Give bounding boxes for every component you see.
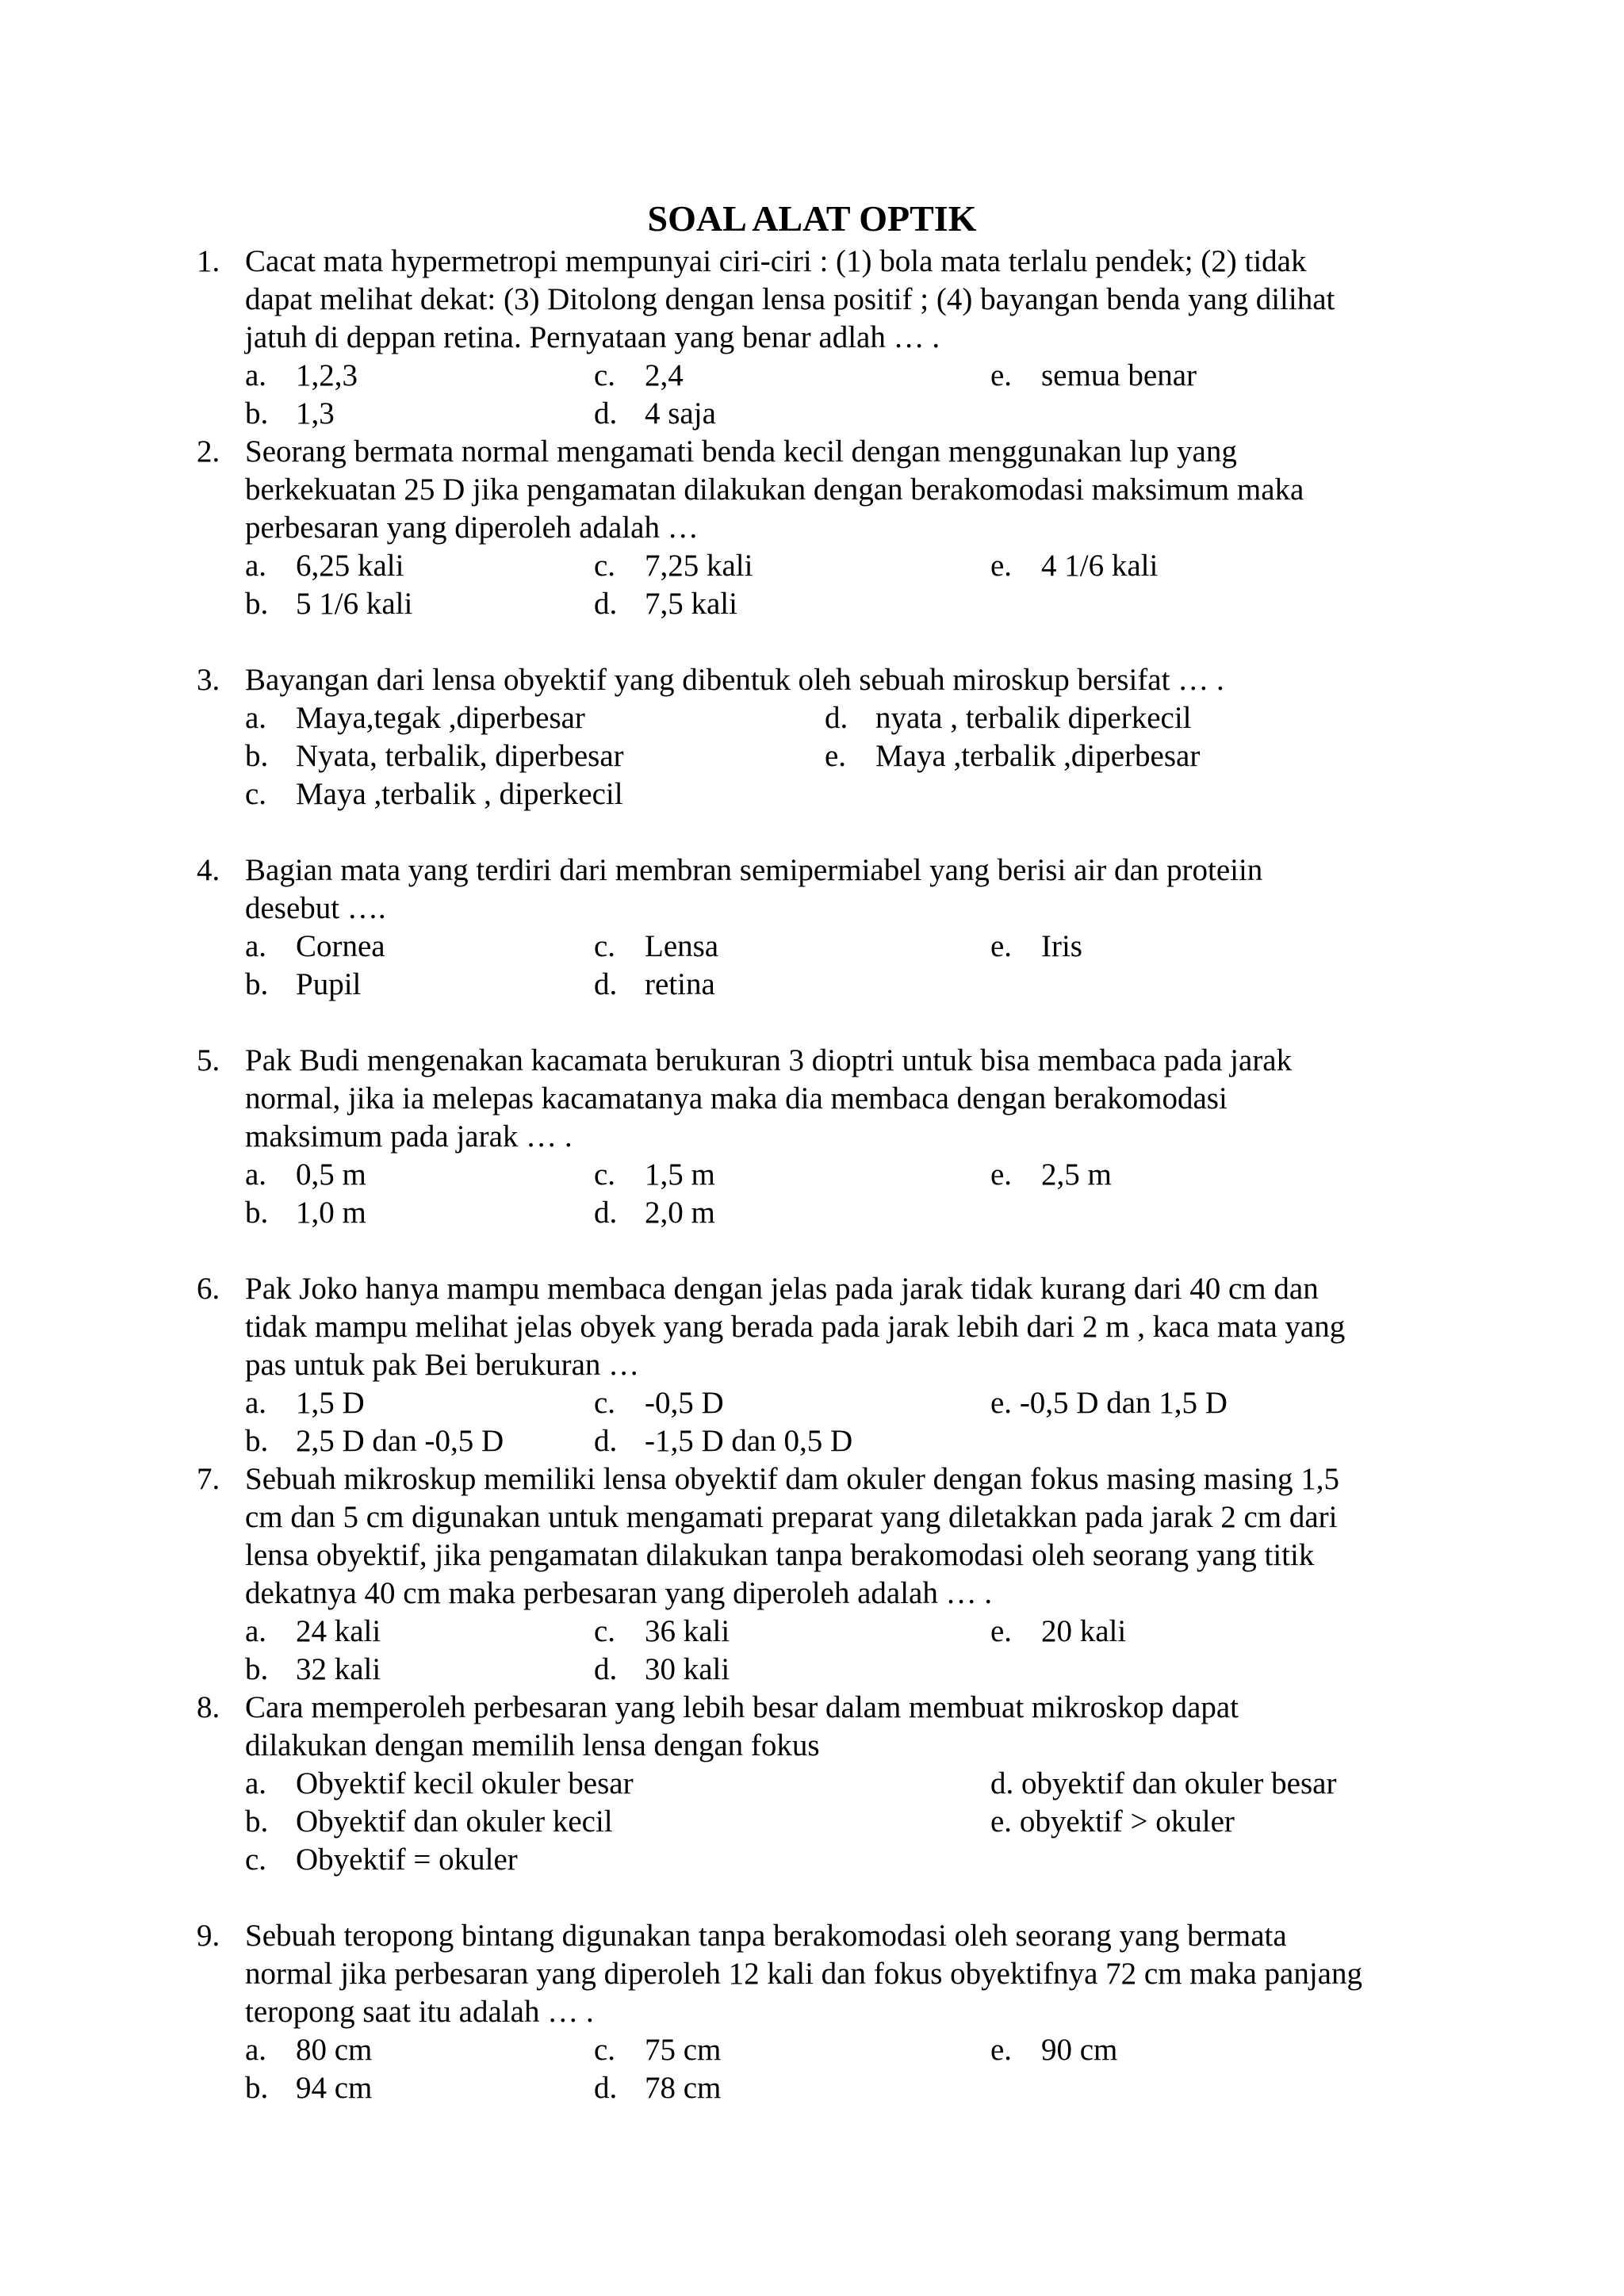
question-text-line: berkekuatan 25 D jika pengamatan dilakukan dengan berakomodasi maksimum maka — [245, 473, 1304, 507]
question-text-line: Pak Joko hanya mampu membaca dengan jelas pada jarak tidak kurang dari 40 cm dan — [245, 1272, 1319, 1306]
answer-option — [245, 2031, 372, 2069]
option-text: -0,5 D — [645, 1386, 724, 1420]
option-letter: d. — [594, 396, 618, 430]
answer-option — [594, 966, 715, 1004]
option-letter: e. — [990, 1614, 1013, 1648]
question-text-line: normal, jika ia melepas kacamatanya maka dia membaca dengan berakomodasi — [245, 1081, 1228, 1115]
option-text: 7,5 kali — [645, 587, 737, 621]
question-text-line: perbesaran yang diperoleh adalah … — [245, 511, 699, 545]
option-text: retina — [645, 967, 715, 1001]
option-letter: d. — [594, 1652, 618, 1686]
option-letter: d. — [594, 587, 618, 621]
answer-option — [245, 966, 361, 1004]
option-letter: c. — [594, 1614, 616, 1648]
answer-option — [594, 1651, 730, 1689]
option-text: 90 cm — [1041, 2033, 1118, 2067]
question-text-line: tidak mampu melihat jelas obyek yang berada pada jarak lebih dari 2 m , kaca mata yang — [245, 1310, 1346, 1344]
question-number: 8. — [197, 1690, 220, 1724]
option-text: obyektif > okuler — [1019, 1804, 1235, 1839]
option-letter: e. — [990, 1804, 1013, 1839]
option-letter: b. — [245, 1196, 269, 1230]
option-letter: e. — [990, 1386, 1013, 1420]
question-text-line: pas untuk pak Bei berukuran … — [245, 1348, 640, 1382]
question-number: 3. — [197, 663, 220, 697]
option-letter: c. — [245, 1843, 267, 1877]
option-text: obyektif dan okuler besar — [1021, 1766, 1337, 1800]
answer-option — [594, 585, 737, 623]
answer-option — [990, 1384, 1228, 1422]
option-letter: b. — [245, 587, 269, 621]
question-text-line: Cacat mata hypermetropi mempunyai ciri-ciri : (1) bola mata terlalu pendek; (2) tidak — [245, 244, 1307, 278]
question-number: 4. — [197, 853, 220, 887]
question-text-line: Bagian mata yang terdiri dari membran semipermiabel yang berisi air dan proteiin — [245, 853, 1263, 887]
option-letter: b. — [245, 396, 269, 430]
question-text-line: dilakukan dengan memilih lensa dengan fokus — [245, 1728, 820, 1762]
question-text-line: cm dan 5 cm digunakan untuk mengamati preparat yang diletakkan pada jarak 2 cm dari — [245, 1500, 1338, 1534]
option-text: 2,5 m — [1041, 1158, 1112, 1192]
answer-option — [245, 1803, 613, 1841]
answer-option — [245, 1841, 518, 1879]
option-letter: d. — [594, 2071, 618, 2105]
option-text: 94 cm — [296, 2071, 373, 2105]
option-letter: b. — [245, 967, 269, 1001]
option-letter: e. — [990, 2033, 1013, 2067]
option-letter: b. — [245, 1424, 269, 1458]
option-letter: a. — [245, 1158, 267, 1192]
option-letter: a. — [245, 358, 267, 392]
option-text: 4 saja — [645, 396, 716, 430]
option-text: Pupil — [296, 967, 362, 1001]
option-text: semua benar — [1041, 358, 1197, 392]
question-text-line: dapat melihat dekat: (3) Ditolong dengan lensa positif ; (4) bayangan benda yang dilihat — [245, 282, 1335, 316]
option-text: 7,25 kali — [645, 549, 753, 583]
option-letter: d. — [594, 967, 618, 1001]
answer-option — [245, 357, 358, 395]
option-text: 24 kali — [296, 1614, 381, 1648]
option-letter: b. — [245, 1652, 269, 1686]
answer-option — [990, 2031, 1117, 2069]
option-letter: c. — [245, 777, 267, 811]
option-text: 6,25 kali — [296, 549, 404, 583]
option-letter: e. — [825, 739, 847, 773]
option-text: 4 1/6 kali — [1041, 549, 1159, 583]
answer-option — [990, 1765, 1336, 1803]
option-letter: b. — [245, 739, 269, 773]
option-text: Nyata, terbalik, diperbesar — [296, 739, 624, 773]
page-title: SOAL ALAT OPTIK — [647, 198, 977, 239]
answer-option — [594, 395, 716, 433]
answer-option — [594, 1156, 715, 1194]
answer-option — [245, 928, 385, 966]
answer-option — [245, 395, 335, 433]
option-letter: e. — [990, 358, 1013, 392]
option-text: -1,5 D dan 0,5 D — [645, 1424, 853, 1458]
answer-option — [245, 1422, 504, 1460]
option-text: 36 kali — [645, 1614, 730, 1648]
option-letter: d. — [594, 1196, 618, 1230]
answer-option — [245, 737, 624, 775]
question-number: 7. — [197, 1462, 220, 1496]
answer-option — [825, 737, 1200, 775]
question-text-line: lensa obyektif, jika pengamatan dilakukan tanpa berakomodasi oleh seorang yang titik — [245, 1538, 1315, 1572]
answer-option — [245, 1613, 381, 1651]
option-text: Obyektif dan okuler kecil — [296, 1804, 613, 1839]
option-letter: c. — [594, 929, 616, 963]
option-text: 2,4 — [645, 358, 684, 392]
option-text: 80 cm — [296, 2033, 373, 2067]
answer-option — [594, 1384, 724, 1422]
option-text: nyata , terbalik diperkecil — [875, 701, 1192, 735]
option-text: 32 kali — [296, 1652, 381, 1686]
option-text: 1,5 D — [296, 1386, 365, 1420]
question-number: 1. — [197, 244, 220, 278]
option-letter: e. — [990, 549, 1013, 583]
question-text-line: dekatnya 40 cm maka perbesaran yang diperoleh adalah … . — [245, 1576, 993, 1610]
answer-option — [990, 1156, 1112, 1194]
option-letter: e. — [990, 1158, 1013, 1192]
answer-option — [594, 357, 684, 395]
option-text: 1,2,3 — [296, 358, 358, 392]
answer-option — [990, 357, 1197, 395]
option-text: Iris — [1041, 929, 1082, 963]
option-text: 30 kali — [645, 1652, 730, 1686]
option-letter: a. — [245, 1766, 267, 1800]
option-letter: d. — [825, 701, 848, 735]
answer-option — [245, 1384, 365, 1422]
option-letter: a. — [245, 2033, 267, 2067]
question-number: 9. — [197, 1919, 220, 1953]
option-text: 1,5 m — [645, 1158, 715, 1192]
answer-option — [594, 547, 753, 585]
option-text: Maya ,terbalik , diperkecil — [296, 777, 623, 811]
option-letter: a. — [245, 701, 267, 735]
answer-option — [594, 1194, 715, 1232]
answer-option — [245, 547, 404, 585]
option-text: Obyektif kecil okuler besar — [296, 1766, 634, 1800]
question-number: 6. — [197, 1272, 220, 1306]
option-letter: a. — [245, 929, 267, 963]
option-text: 2,5 D dan -0,5 D — [296, 1424, 504, 1458]
answer-option — [825, 699, 1192, 737]
option-letter: c. — [594, 1158, 616, 1192]
answer-option — [594, 1613, 730, 1651]
option-letter: b. — [245, 1804, 269, 1839]
question-text-line: Seorang bermata normal mengamati benda kecil dengan menggunakan lup yang — [245, 434, 1237, 469]
option-letter: a. — [245, 549, 267, 583]
option-text: 0,5 m — [296, 1158, 366, 1192]
answer-option — [594, 928, 718, 966]
option-letter: d. — [594, 1424, 618, 1458]
question-text-line: Pak Budi mengenakan kacamata berukuran 3 dioptri untuk bisa membaca pada jarak — [245, 1043, 1293, 1077]
answer-option — [594, 2069, 721, 2107]
question-text-line: jatuh di deppan retina. Pernyataan yang benar adlah … . — [245, 320, 940, 354]
option-text: 75 cm — [645, 2033, 722, 2067]
option-text: Obyektif = okuler — [296, 1843, 518, 1877]
option-text: Maya,tegak ,diperbesar — [296, 701, 585, 735]
question-text-line: maksimum pada jarak … . — [245, 1119, 573, 1154]
answer-option — [245, 1765, 634, 1803]
answer-option — [245, 1651, 381, 1689]
question-number: 2. — [197, 434, 220, 469]
question-text-line: desebut …. — [245, 891, 386, 925]
option-letter: c. — [594, 358, 616, 392]
option-letter: c. — [594, 549, 616, 583]
option-letter: d. — [990, 1766, 1014, 1800]
answer-option — [245, 775, 623, 813]
answer-option — [245, 2069, 372, 2107]
option-text: 1,3 — [296, 396, 335, 430]
answer-option — [245, 585, 412, 623]
question-text-line: Cara memperoleh perbesaran yang lebih besar dalam membuat mikroskop dapat — [245, 1690, 1239, 1724]
question-text-line: teropong saat itu adalah … . — [245, 1995, 594, 2029]
answer-option — [990, 1613, 1126, 1651]
option-text: 2,0 m — [645, 1196, 715, 1230]
option-text: 5 1/6 kali — [296, 587, 413, 621]
answer-option — [594, 1422, 852, 1460]
option-letter: c. — [594, 1386, 616, 1420]
option-text: 20 kali — [1041, 1614, 1127, 1648]
option-letter: c. — [594, 2033, 616, 2067]
option-letter: e. — [990, 929, 1013, 963]
option-letter: a. — [245, 1386, 267, 1420]
option-letter: b. — [245, 2071, 269, 2105]
option-text: 1,0 m — [296, 1196, 366, 1230]
question-number: 5. — [197, 1043, 220, 1077]
answer-option — [245, 699, 585, 737]
option-text: Lensa — [645, 929, 719, 963]
answer-option — [990, 928, 1082, 966]
option-letter: a. — [245, 1614, 267, 1648]
answer-option — [990, 547, 1158, 585]
option-text: Maya ,terbalik ,diperbesar — [875, 739, 1201, 773]
question-text-line: Sebuah teropong bintang digunakan tanpa berakomodasi oleh seorang yang bermata — [245, 1919, 1287, 1953]
answer-option — [245, 1156, 366, 1194]
answer-option — [990, 1803, 1235, 1841]
option-text: 78 cm — [645, 2071, 722, 2105]
question-text-line: Bayangan dari lensa obyektif yang dibentuk oleh sebuah miroskup bersifat … . — [245, 663, 1224, 697]
option-text: Cornea — [296, 929, 385, 963]
question-text-line: Sebuah mikroskup memiliki lensa obyektif dam okuler dengan fokus masing masing 1,5 — [245, 1462, 1339, 1496]
answer-option — [245, 1194, 366, 1232]
question-text-line: normal jika perbesaran yang diperoleh 12 kali dan fokus obyektifnya 72 cm maka panjang — [245, 1957, 1362, 1991]
answer-option — [594, 2031, 721, 2069]
option-text: -0,5 D dan 1,5 D — [1019, 1386, 1228, 1420]
